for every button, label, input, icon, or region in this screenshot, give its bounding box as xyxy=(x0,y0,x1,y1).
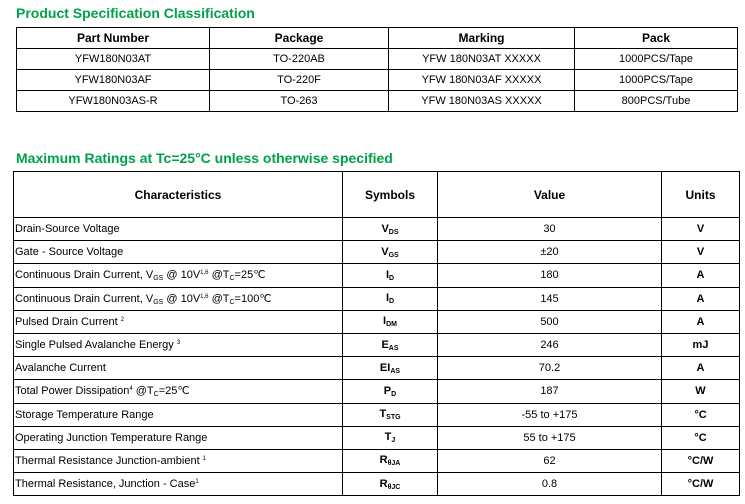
characteristic-text: Total Power Dissipation xyxy=(15,385,130,398)
unit-cell: A xyxy=(662,264,740,287)
characteristic-text: Avalanche Current xyxy=(15,362,106,375)
characteristic-text: @ 10V xyxy=(163,269,201,282)
characteristic-text: @ 10V xyxy=(163,292,201,305)
symbol-main: R xyxy=(379,477,388,490)
characteristic-text: Operating Junction Temperature Range xyxy=(15,431,208,444)
symbol-main: V xyxy=(381,222,389,235)
marking-cell: YFW 180N03AT XXXXX xyxy=(389,49,575,70)
unit-cell: W xyxy=(662,380,740,403)
col-header-characteristics: Characteristics xyxy=(14,172,343,218)
ratings-header-row xyxy=(14,172,740,218)
table-row xyxy=(14,380,740,403)
symbol-cell xyxy=(343,403,438,426)
pack-cell: 1000PCS/Tape xyxy=(575,70,738,91)
characteristic-cell xyxy=(14,241,343,264)
symbol-cell xyxy=(343,380,438,403)
symbol-cell xyxy=(343,218,438,241)
value-cell: 246 xyxy=(438,333,662,356)
ratings-title: Maximum Ratings at Tc=25°C unless otherwise specified xyxy=(16,150,393,166)
product-spec-table xyxy=(16,27,738,112)
symbol-subscript: GS xyxy=(388,251,399,259)
unit-cell: °C/W xyxy=(662,473,740,496)
symbol-subscript: J xyxy=(391,437,396,445)
table-row xyxy=(17,91,738,112)
characteristic-subscript: C xyxy=(153,391,159,399)
characteristic-superscript: 3 xyxy=(176,340,181,347)
value-cell: 0.8 xyxy=(438,473,662,496)
characteristic-cell xyxy=(14,473,343,496)
characteristic-text: Pulsed Drain Current xyxy=(15,315,121,328)
symbol-main: EI xyxy=(379,361,391,374)
product-spec-title: Product Specification Classification xyxy=(16,5,255,21)
unit-cell: °C xyxy=(662,426,740,449)
symbol-subscript: D xyxy=(391,390,397,398)
symbol-main: E xyxy=(381,338,389,351)
characteristic-superscript: 1,6 xyxy=(200,293,209,300)
symbol-main: I xyxy=(383,315,387,328)
symbol-cell xyxy=(343,357,438,380)
symbol-main: I xyxy=(385,292,389,305)
table-row xyxy=(17,70,738,91)
col-header-part-number: Part Number xyxy=(17,28,210,49)
unit-cell: mJ xyxy=(662,333,740,356)
characteristic-cell xyxy=(14,287,343,310)
table-row xyxy=(14,218,740,241)
unit-cell: A xyxy=(662,287,740,310)
symbol-subscript: D xyxy=(389,274,395,282)
value-cell: 70.2 xyxy=(438,357,662,380)
symbol-cell xyxy=(343,473,438,496)
pack-cell: 800PCS/Tube xyxy=(575,91,738,112)
table-row xyxy=(14,333,740,356)
symbol-subscript: θJC xyxy=(387,483,401,491)
symbol-main: T xyxy=(384,431,392,444)
symbol-subscript: AS xyxy=(390,367,401,375)
part-number-cell: YFW180N03AF xyxy=(17,70,210,91)
value-cell: 62 xyxy=(438,449,662,472)
table-row xyxy=(14,287,740,310)
symbol-subscript: DS xyxy=(388,228,399,236)
characteristic-text: =25℃ xyxy=(158,385,190,398)
value-cell: 145 xyxy=(438,287,662,310)
value-cell: 55 to +175 xyxy=(438,426,662,449)
characteristic-text: Gate - Source Voltage xyxy=(15,246,124,259)
characteristic-superscript: 1,6 xyxy=(200,270,209,277)
characteristic-cell xyxy=(14,449,343,472)
package-cell: TO-220F xyxy=(210,70,389,91)
unit-cell: °C xyxy=(662,403,740,426)
package-cell: TO-263 xyxy=(210,91,389,112)
symbol-cell xyxy=(343,287,438,310)
value-cell: 500 xyxy=(438,310,662,333)
characteristic-cell xyxy=(14,218,343,241)
characteristic-text: @T xyxy=(208,269,230,282)
part-number-cell: YFW180N03AT xyxy=(17,49,210,70)
characteristic-subscript: GS xyxy=(153,275,164,283)
characteristic-text: =25℃ xyxy=(234,269,266,282)
characteristic-cell xyxy=(14,380,343,403)
table-row xyxy=(14,310,740,333)
table-row xyxy=(14,357,740,380)
symbol-cell xyxy=(343,310,438,333)
symbol-subscript: AS xyxy=(388,344,399,352)
value-cell: -55 to +175 xyxy=(438,403,662,426)
table-row xyxy=(14,426,740,449)
symbol-cell xyxy=(343,333,438,356)
value-cell: 187 xyxy=(438,380,662,403)
characteristic-text: =100℃ xyxy=(234,292,272,305)
characteristic-text: Continuous Drain Current, V xyxy=(15,269,154,282)
value-cell: 180 xyxy=(438,264,662,287)
value-cell: ±20 xyxy=(438,241,662,264)
marking-cell: YFW 180N03AS XXXXX xyxy=(389,91,575,112)
characteristic-cell xyxy=(14,333,343,356)
characteristic-subscript: C xyxy=(229,275,235,283)
col-header-units: Units xyxy=(662,172,740,218)
symbol-main: R xyxy=(379,454,388,467)
table-row xyxy=(14,473,740,496)
value-cell: 30 xyxy=(438,218,662,241)
marking-cell: YFW 180N03AF XXXXX xyxy=(389,70,575,91)
symbol-subscript: DM xyxy=(386,321,397,329)
characteristic-text: Storage Temperature Range xyxy=(15,408,154,421)
characteristic-superscript: 2 xyxy=(120,316,125,323)
characteristic-superscript: 1 xyxy=(202,455,207,462)
table-row xyxy=(14,264,740,287)
product-spec-header-row xyxy=(17,28,738,49)
package-cell: TO-220AB xyxy=(210,49,389,70)
characteristic-text: Single Pulsed Avalanche Energy xyxy=(15,339,177,352)
characteristic-text: Thermal Resistance Junction-ambient xyxy=(15,454,203,467)
characteristic-text: Continuous Drain Current, V xyxy=(15,292,154,305)
table-row xyxy=(17,49,738,70)
col-header-value: Value xyxy=(438,172,662,218)
characteristic-subscript: GS xyxy=(153,298,164,306)
symbol-main: P xyxy=(383,384,392,397)
characteristic-cell xyxy=(14,357,343,380)
characteristic-subscript: C xyxy=(229,298,235,306)
table-row xyxy=(14,449,740,472)
col-header-symbols: Symbols xyxy=(343,172,438,218)
col-header-marking: Marking xyxy=(389,28,575,49)
characteristic-superscript: 4 xyxy=(129,386,133,393)
symbol-subscript: STG xyxy=(386,414,401,422)
characteristic-cell xyxy=(14,310,343,333)
symbol-subscript: θJA xyxy=(387,460,401,468)
symbol-subscript: D xyxy=(389,298,395,306)
characteristic-cell xyxy=(14,403,343,426)
unit-cell: V xyxy=(662,218,740,241)
characteristic-text: @T xyxy=(208,292,230,305)
characteristic-superscript: 1 xyxy=(195,479,199,486)
symbol-main: V xyxy=(381,245,389,258)
characteristic-text: Drain-Source Voltage xyxy=(15,223,120,236)
characteristic-cell xyxy=(14,264,343,287)
col-header-package: Package xyxy=(210,28,389,49)
unit-cell: °C/W xyxy=(662,449,740,472)
symbol-cell xyxy=(343,241,438,264)
unit-cell: V xyxy=(662,241,740,264)
table-row xyxy=(14,241,740,264)
symbol-cell xyxy=(343,264,438,287)
ratings-table xyxy=(13,171,740,496)
col-header-pack: Pack xyxy=(575,28,738,49)
table-row xyxy=(14,403,740,426)
characteristic-text: @T xyxy=(132,385,154,398)
symbol-cell xyxy=(343,449,438,472)
symbol-main: I xyxy=(385,268,389,281)
characteristic-text: Thermal Resistance, Junction - Case xyxy=(15,478,196,491)
pack-cell: 1000PCS/Tape xyxy=(575,49,738,70)
symbol-cell xyxy=(343,426,438,449)
unit-cell: A xyxy=(662,357,740,380)
unit-cell: A xyxy=(662,310,740,333)
part-number-cell: YFW180N03AS-R xyxy=(17,91,210,112)
symbol-main: T xyxy=(379,408,387,421)
characteristic-cell xyxy=(14,426,343,449)
